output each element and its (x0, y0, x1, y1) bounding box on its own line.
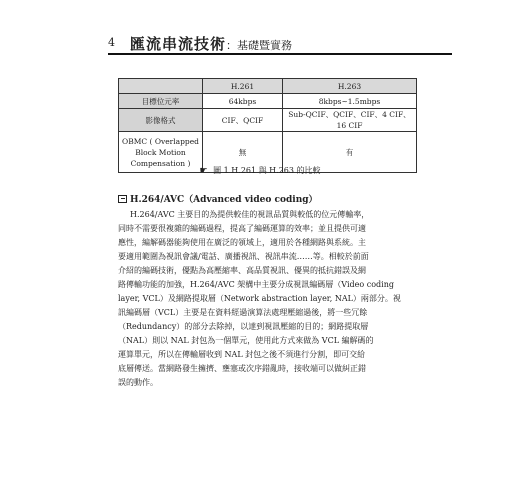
book-subtitle: 基礎暨實務 (237, 39, 293, 52)
body-line: layer, VCL）及網路提取層（Network abstraction layer, NAL）兩部分。視 (118, 294, 401, 303)
table-cell: 64kbps (203, 94, 283, 109)
body-line: 運算單元，所以在傳輸層收到 NAL 封包之後不須進行分割，即可交給 (118, 350, 366, 359)
table-cell: Sub-QCIF、QCIF、CIF、4 CIF、16 CIF (283, 109, 417, 132)
table-cell: 無 (203, 132, 283, 173)
body-line: 要適用範圍為視訊會議/電話、廣播視訊、視訊串流……等。相較於前面 (118, 252, 369, 261)
caption-text: H.261 與 H.263 的比較 (231, 166, 321, 175)
body-line: 誤的動作。 (118, 378, 158, 387)
table-cell: CIF、QCIF (203, 109, 283, 132)
caption-label: 圖 1 (213, 166, 229, 175)
table-cell: 有 (283, 132, 417, 173)
table-header-cell: H.261 (203, 79, 283, 94)
pointing-hand-icon: ☛ (199, 166, 208, 176)
body-line: 訊編碼層（VCL）主要是在資料經過演算法處理壓縮過後，將一些冗餘 (118, 308, 368, 317)
body-paragraph (118, 208, 416, 390)
body-line: 介紹的編碼技術，優點為高壓縮率、高品質視訊、優異的抵抗錯誤及網 (118, 266, 366, 275)
body-line: （NAL）則以 NAL 封包為一個單元，使用此方式來做為 VCL 編解碼的 (118, 336, 374, 345)
body-line: 應性，編解碼器能夠使用在廣泛的領域上，適用於各種網路與系統。主 (118, 238, 366, 247)
table-header-cell (119, 79, 203, 94)
table-row-header: OBMC ( Overlapped Block Motion Compensation ) (119, 132, 203, 173)
section-marker-icon (118, 195, 127, 203)
body-line: 同時不需要很複雜的編碼過程，提高了編碼運算的效率；並且提供可適 (118, 224, 366, 233)
book-title-main: 匯流串流技術 (130, 35, 227, 53)
table-row (119, 109, 417, 132)
page-number: 4 (108, 36, 115, 49)
table-header-row (119, 79, 417, 94)
figure-caption (0, 165, 520, 176)
body-line: 路傳輸功能的加強，H.264/AVC 架構中主要分成視訊編碼層（Video coding (118, 280, 394, 289)
header-rule (108, 53, 452, 55)
table-row-header: 影像格式 (119, 109, 203, 132)
table-cell: 8kbps~1.5mbps (283, 94, 417, 109)
body-line: H.264/AVC 主要目的為提供較佳的視訊品質與較低的位元傳輸率， (130, 210, 370, 219)
table-header-cell: H.263 (283, 79, 417, 94)
table-row-header: 目標位元率 (119, 94, 203, 109)
book-title-separator: ： (226, 39, 238, 52)
table-row (119, 94, 417, 109)
comparison-table (118, 78, 417, 173)
body-line: 底層傳送。當網路發生擁擠、壅塞或次序錯亂時，接收端可以做糾正錯 (118, 364, 366, 373)
body-line: （Redundancy）的部分去除掉，以達到視訊壓縮的目的；網路提取層 (118, 322, 369, 331)
section-heading (118, 192, 318, 205)
section-title: H.264/AVC（Advanced video coding） (130, 195, 318, 205)
book-title (130, 33, 292, 54)
